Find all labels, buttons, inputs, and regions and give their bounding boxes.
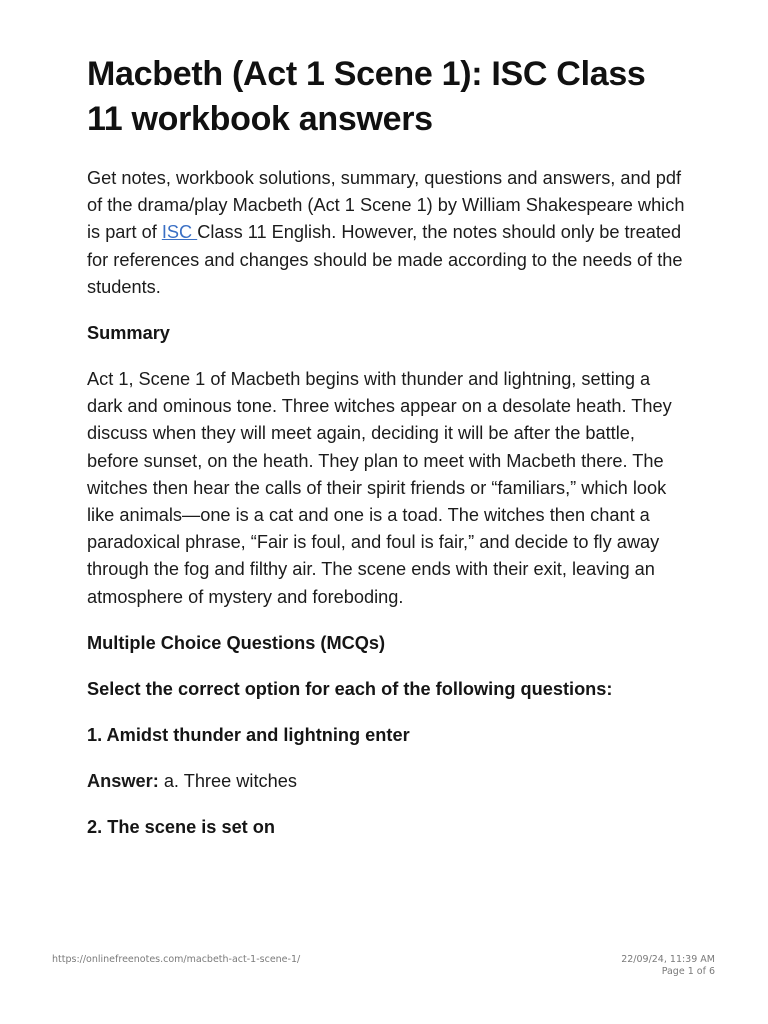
article-body [87,52,687,860]
answer-text: a. Three witches [158,770,297,791]
summary-paragraph: Act 1, Scene 1 of Macbeth begins with thunder and lightning, setting a dark and ominous tone. Three witches appear on a desolate heath. They discuss when they will meet again, deciding it will be after the battle, before sunset, on the heath. They plan to meet with Macbeth there. The witches then hear the calls of their spirit friends or “familiars,” which look like animals—one is a cat and one is a toad. The witches then chant a paradoxical phrase, “Fair is foul, and foul is fair,” and decide to fly away through the fog and filthy air. The scene ends with their exit, leaving an atmosphere of mystery and foreboding. [87,369,672,607]
footer-page-info: Page 1 of 6 [661,966,715,977]
mcq-instruction: Select the correct option for each of the following questions: [87,678,613,699]
answer-1 [87,768,687,795]
intro-paragraph [87,165,687,301]
mcq-heading: Multiple Choice Questions (MCQs) [87,632,386,653]
isc-link[interactable]: ISC [161,222,198,243]
question-1: 1. Amidst thunder and lightning enter [87,724,410,745]
footer-meta [621,954,715,978]
page-title: Macbeth (Act 1 Scene 1): ISC Class 11 workbook answers [87,55,646,138]
intro-text-after-link: Class 11 English. However, the notes should only be treated for references and changes should be made according to the needs of the students. [87,222,683,297]
intro-text-before-link: Get notes, workbook solutions, summary, questions and answers, and pdf of the drama/play Macbeth (Act 1 Scene 1) by William Shakespeare which is part of [87,168,685,243]
question-2: 2. The scene is set on [87,816,276,837]
answer-label: Answer: [87,770,159,791]
footer-url: https://onlinefreenotes.com/macbeth-act-1-scene-1/ [52,954,301,965]
footer-timestamp: 22/09/24, 11:39 AM [621,954,715,965]
summary-heading: Summary [87,323,170,344]
